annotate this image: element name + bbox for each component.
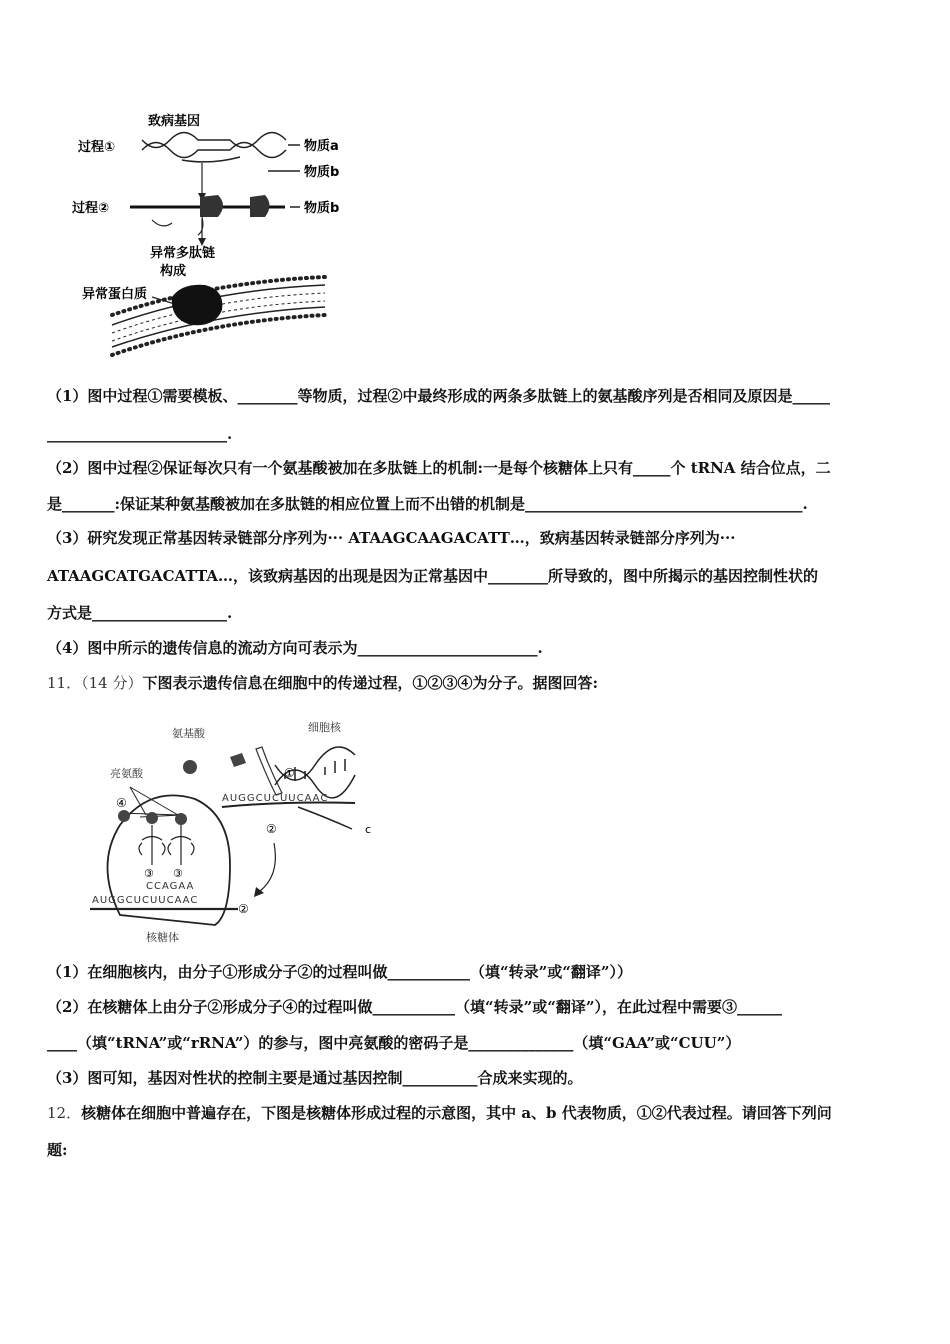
figure-translation-process xyxy=(80,715,390,947)
q10-part3-line1: （3）研究发现正常基因转录链部分序列为··· ATAAGCAAGACATT…，致病基因转录链部分序列为··· xyxy=(47,529,736,547)
q10-part3-line2: ATAAGCATGACATTA…，该致病基因的出现是因为正常基因中________所导致的，图中所揭示的基因控制性状的 xyxy=(47,567,818,585)
q11-part3: （3）图可知，基因对性状的控制主要是通过基因控制__________合成来实现的。 xyxy=(47,1069,583,1087)
q11-part2-line2: ____（填“tRNA”或“rRNA”）的参与，图中亮氨酸的密码子是______________（填“GAA”或“CUU”） xyxy=(47,1034,741,1052)
mrna-sequence-bottom: AUGGCUCUUCAAC xyxy=(92,895,199,906)
mrna-sequence-top: AUGGCUCUUCAAC xyxy=(222,793,329,804)
q12-line2: 题: xyxy=(47,1141,68,1159)
label-leucine: 亮氨酸 xyxy=(110,767,143,780)
q11-score: （14 分） xyxy=(81,674,143,692)
q11-part1: （1）在细胞核内，由分子①形成分子②的过程叫做___________（填“转录”或“翻译”）） xyxy=(47,963,632,981)
label-substance-b-2: 物质b xyxy=(304,201,340,216)
mark-3b: ③ xyxy=(173,867,183,880)
q12-number: 12． xyxy=(47,1104,82,1122)
anticodon-sequence: CCAGAA xyxy=(146,881,195,892)
label-compose: 构成 xyxy=(160,264,187,279)
label-process-2: 过程② xyxy=(72,201,110,216)
label-pathogenic-gene: 致病基因 xyxy=(148,114,201,129)
trna-free xyxy=(230,753,246,767)
label-ribosome: 核糖体 xyxy=(146,931,179,944)
ribosome-1 xyxy=(200,195,223,217)
q11-stem xyxy=(47,673,598,693)
q10-part2-line1: （2）图中过程②保证每次只有一个氨基酸被加在多肽链上的机制:一是每个核糖体上只有_____个 tRNA 结合位点，二 xyxy=(47,459,831,477)
q10-part3-line3: 方式是__________________. xyxy=(47,604,233,622)
transport-arrow xyxy=(260,843,275,891)
label-substance-a: 物质a xyxy=(304,139,339,154)
q11-part2-line1: （2）在核糖体上由分子②形成分子④的过程叫做___________（填“转录”或“翻译”），在此过程中需要③______ xyxy=(47,998,782,1016)
mark-4: ④ xyxy=(116,796,127,810)
figure-gene-expression-membrane xyxy=(60,105,360,370)
ribosome-2 xyxy=(250,195,270,217)
q11-number: 11． xyxy=(47,674,82,692)
free-amino-acid xyxy=(183,760,197,774)
label-abnormal-polypeptide: 异常多肽链 xyxy=(150,246,216,261)
mark-2b: ② xyxy=(238,902,249,916)
trna-molecules xyxy=(139,825,194,865)
mark-2a: ② xyxy=(266,822,277,836)
label-amino-acid: 氨基酸 xyxy=(172,727,205,740)
q10-part2-line2: 是_______:保证某种氨基酸被加在多肽链的相应位置上而不出错的机制是_____________________________________. xyxy=(47,495,808,513)
q10-part1-line2: ________________________. xyxy=(47,425,233,443)
mark-3a: ③ xyxy=(144,867,154,880)
mrna-strand xyxy=(182,157,240,162)
q10-part4-line1: （4）图中所示的遗传信息的流动方向可表示为________________________. xyxy=(47,639,543,657)
label-abnormal-protein: 异常蛋白质 xyxy=(82,287,148,302)
label-process-1: 过程① xyxy=(78,140,116,155)
dna-strand-2 xyxy=(142,143,286,158)
mark-1: ① xyxy=(284,766,295,780)
q12-text: 核糖体在细胞中普遍存在，下图是核糖体形成过程的示意图，其中 a、b 代表物质，①②代表过程。请回答下列问 xyxy=(81,1104,832,1122)
label-substance-b-1: 物质b xyxy=(304,165,340,180)
label-nucleus: 细胞核 xyxy=(308,721,341,734)
q12-line1 xyxy=(47,1103,832,1123)
svg-text:c: c xyxy=(365,823,372,836)
q10-part1-line1: （1）图中过程①需要模板、________等物质，过程②中最终形成的两条多肽链上的氨基酸序列是否相同及原因是_____ xyxy=(47,387,830,405)
abnormal-protein-blob xyxy=(172,285,223,325)
q11-stem-text: 下图表示遗传信息在细胞中的传递过程，①②③④为分子。据图回答: xyxy=(142,674,598,692)
